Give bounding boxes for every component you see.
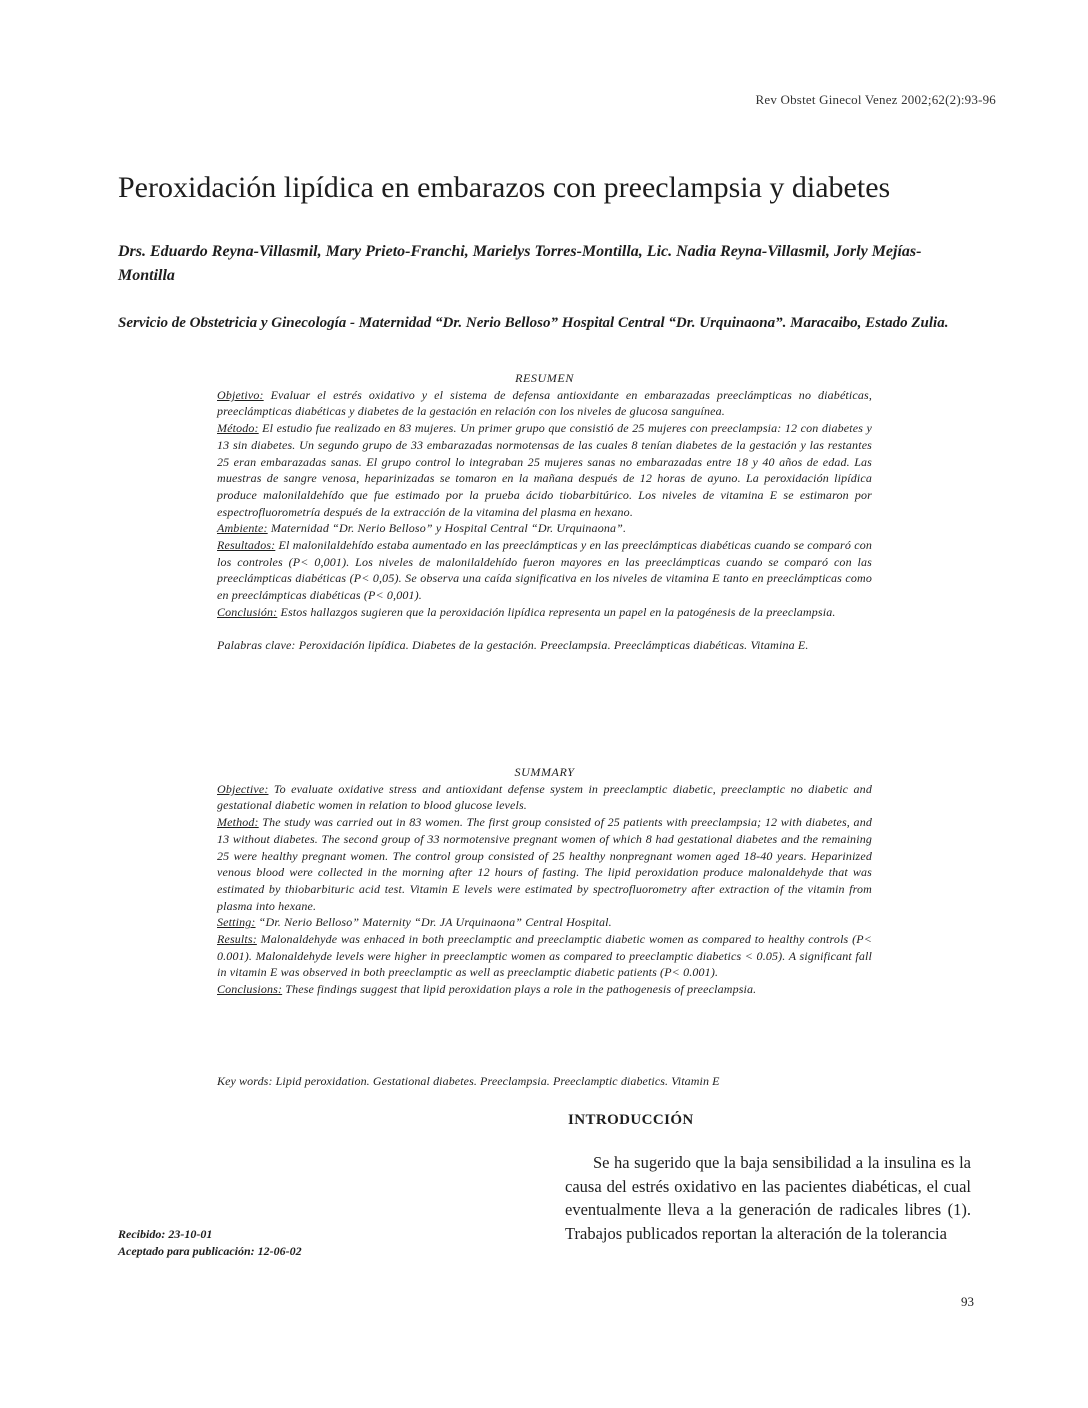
received-dates [118,1226,302,1260]
palabras-clave: Palabras clave: Peroxidación lipídica. Diabetes de la gestación. Preeclampsia. Preeclámpticas diabéticas. Vitamina E. [217,637,809,652]
summary-conclusions [217,981,872,998]
resumen-ambiente [217,520,872,537]
summary-setting [217,914,872,931]
resumen-objetivo [217,387,872,420]
metodo-text: El estudio fue realizado en 83 mujeres. Un primer grupo que consistió de 25 mujeres con preeclampsia: 12 con diabetes y 13 sin diabetes. Un segundo grupo de 33 embarazadas normotensas de las cuales 8 tenían diabetes de la gestación y las restantes 25 eran embarazadas sanas. El grupo control lo integraban 25 mujeres sanas no embarazadas entre 18 y 40 años de edad. Las muestras de sangre venosa, heparinizadas se tomaron en la mañana después de 12 horas de ayuno. La peroxidación lipídica produce malonilaldehído que fue estimado por la prueba ácido tiobarbitúrico. Los niveles de vitamina E se estimaron por espectrofluorometría después de la extracción de la vitamina del plasma en hexano. [217,421,872,519]
conclusion-text: Estos hallazgos sugieren que la peroxidación lipídica representa un papel en la patogénesis de la preeclampsia. [277,604,836,619]
summary-heading: SUMMARY [514,765,575,779]
ambiente-label: Ambiente: [217,521,268,536]
summary-objective [217,781,872,814]
metodo-label: Método: [217,421,259,436]
article-title: Peroxidación lipídica en embarazos con preeclampsia y diabetes [118,171,891,204]
resumen-heading: RESUMEN [515,371,574,385]
received-date: Recibido: 23-10-01 [118,1227,213,1241]
objetivo-text: Evaluar el estrés oxidativo y el sistema de defensa antioxidante en embarazadas preeclámpticas no diabéticas, preeclámpticas diabéticas y diabetes de la gestación en relación con los niveles de glucosa sanguínea. [217,387,872,419]
ambiente-text: Maternidad “Dr. Nerio Belloso” y Hospital Central “Dr. Urquinaona”. [267,521,627,536]
setting-label: Setting: [217,915,256,930]
summary-results [217,931,872,981]
method-label: Method: [217,815,259,830]
conclusion-label: Conclusión: [217,604,278,619]
method-text: The study was carried out in 83 women. The first group consisted of 25 patients with preeclampsia; 12 with diabetes, and 13 without diabetes. The second group of 33 normotensive pregnant women of which 8 had gestational diabetes and the remaining 25 were healthy pregnant women. The control group consisted of 25 healthy nonpregnant women aged 18-40 years. Heparinized venous blood were collected in the morning after 12 hours of fasting. The lipid peroxidation produce malonaldehyde that was estimated by thiobarbituric acid test. Vitamin E levels were estimated by spectrofluorometry after extraction of the vitamin from plasma into hexane. [217,815,872,913]
authors: Drs. Eduardo Reyna-Villasmil, Mary Prieto-Franchi, Marielys Torres-Montilla, Lic. Nadia Reyna-Villasmil, Jorly Mejías-Montilla [118,243,922,284]
key-words: Key words: Lipid peroxidation. Gestational diabetes. Preeclampsia. Preeclamptic diabetics. Vitamin E [217,1074,720,1088]
page-number: 93 [961,1294,974,1309]
objective-label: Objective: [217,781,269,796]
journal-citation: Rev Obstet Ginecol Venez 2002;62(2):93-96 [755,92,996,107]
results-label: Results: [217,932,257,947]
introduccion-body: Se ha sugerido que la baja sensibilidad a la insulina es la causa del estrés oxidativo en las pacientes diabéticas, el cual eventualmente lleva a la generación de radicales libres (1). Trabajos publicados reportan la alteración de la tolerancia [565,1153,971,1244]
resumen-resultados [217,537,872,604]
objetivo-label: Objetivo: [217,387,264,402]
results-text: Malonaldehyde was enhaced in both preeclamptic and preeclamptic diabetic women as compared to healthy controls (P< 0.001). Malonaldehyde levels were higher in preeclamptic women as compared to preeclamptic diabetics < 0.05). A significant fall in vitamin E was observed in both preeclamptic as well as preeclamptic diabetic patients (P< 0.001). [217,932,872,980]
conclusions-label: Conclusions: [217,982,283,997]
introduccion-heading: INTRODUCCIÓN [568,1112,694,1128]
conclusions-text: These findings suggest that lipid peroxidation plays a role in the pathogenesis of preeclampsia. [282,982,757,997]
resultados-label: Resultados: [217,538,276,553]
setting-text: “Dr. Nerio Belloso” Maternity “Dr. JA Urquinaona” Central Hospital. [255,915,612,930]
resumen-conclusion [217,604,872,621]
resultados-text: El malonilaldehído estaba aumentado en las preeclámpticas y en las preeclámpticas diabéticas cuando se comparó con los controles (P< 0,001). Los niveles de malonilaldehído fueron mayores en las preeclámpticas cuando se comparó con las preeclámpticas diabéticas (P< 0,05). Se observa una caída significativa en los niveles de vitamina E tanto en preeclámpticas como en preeclámpticas diabéticas (P< 0,001). [217,538,872,603]
accepted-date: Aceptado para publicación: 12-06-02 [118,1244,302,1258]
resumen-metodo [217,420,872,520]
affiliation: Servicio de Obstetricia y Ginecología - Maternidad “Dr. Nerio Belloso” Hospital Central “Dr. Urquinaona”. Maracaibo, Estado Zulia. [118,315,949,331]
summary-method [217,814,872,914]
objective-text: To evaluate oxidative stress and antioxidant defense system in preeclamptic diabetic, preeclamptic no diabetic and gestational diabetic women in relation to blood glucose levels. [217,781,872,813]
summary-abstract [217,764,872,998]
resumen-abstract [217,370,872,653]
